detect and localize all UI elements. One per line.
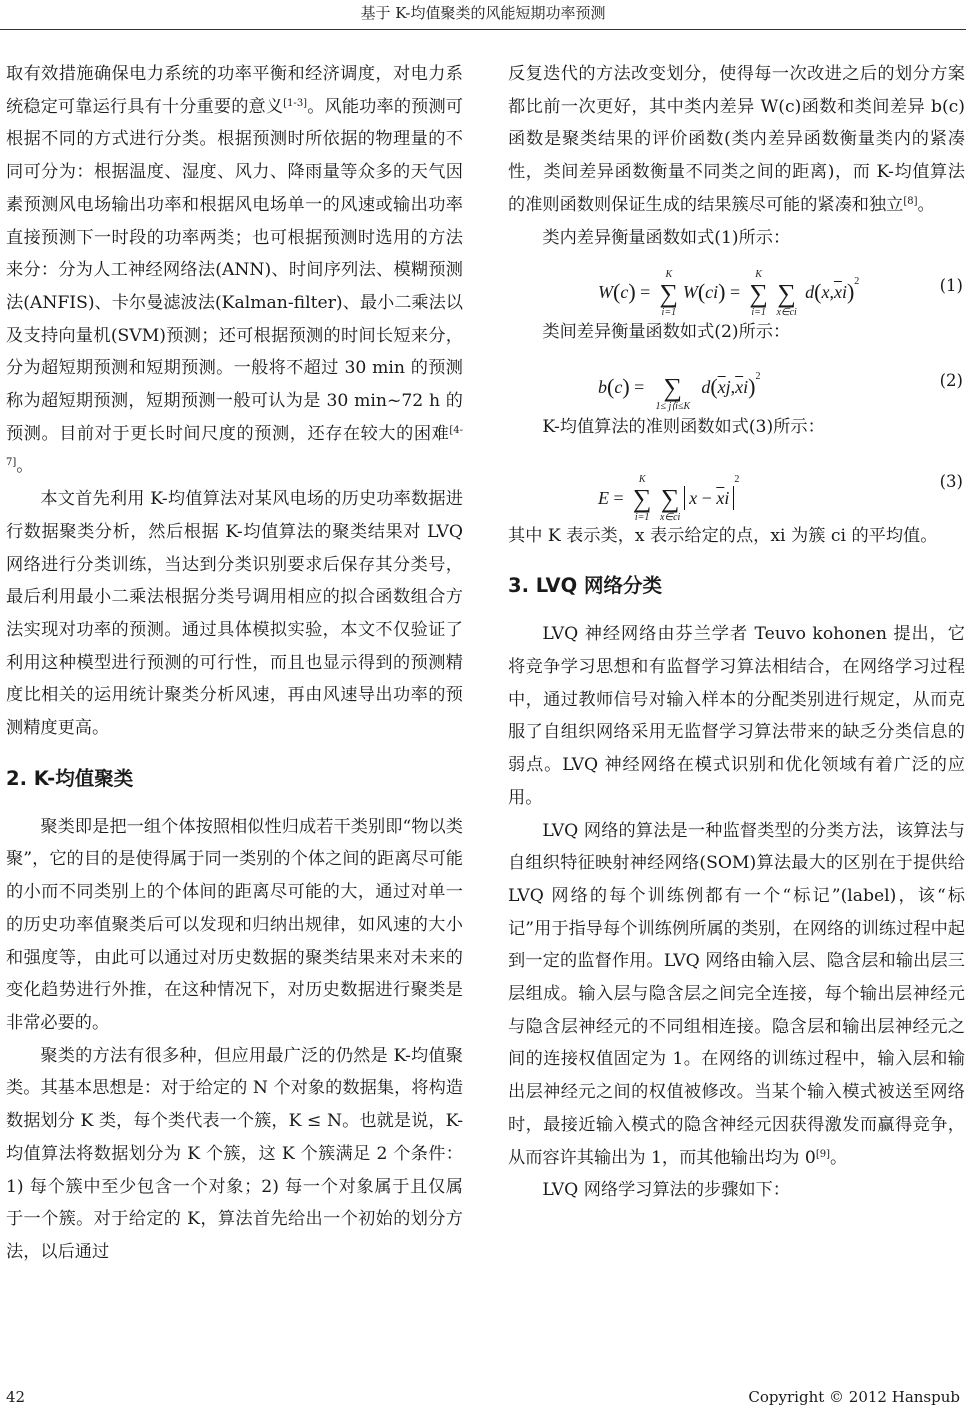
section-heading-lvq: 3. LVQ 网络分类 bbox=[508, 574, 662, 598]
equation-3-number: (3) bbox=[939, 471, 963, 491]
text: 反复迭代的方法改变划分，使得每一次改进之后的划分方案都比前一次更好，其中类内差异 W(c)函数和类间差异 b(c)函数是聚类结果的评价函数(类内差异函数衡量类内的紧凑性，类间差异函数衡量不同类之间的距离)，而 K-均值算法的准则函数则保证生成的结果簇尽可能的紧凑和独立 bbox=[508, 64, 965, 215]
paragraph-lvq-intro: LVQ 神经网络由芬兰学者 Teuvo kohonen 提出，它将竞争学习思想和有监督学习算法相结合，在网络学习过程中，通过教师信号对输入样本的分配类别进行规定，从而克服了自组织网络采用无监督学习算法带来的缺乏分类信息的弱点。LVQ 神经网络在模式识别和优化领域有着广泛的应用。 bbox=[508, 624, 965, 808]
copyright-notice: Copyright © 2012 Hanspub bbox=[748, 1388, 960, 1406]
citation: [1-3] bbox=[283, 97, 308, 109]
paragraph-method-overview: 本文首先利用 K-均值算法对某风电场的历史功率数据进行数据聚类分析，然后根据 K-均值算法的聚类结果对 LVQ 网络进行分类训练，当达到分类识别要求后保存其分类号，最后利用最小二乘法根据分类号调用相应的拟合函数组合方法实现对功率的预测。通过具体模拟实验，本文不仅验证了利用这种模型进行预测的可行性，而且也显示得到的预测精度比相关的运用统计聚类分析风速，再由风速导出功率的预测精度更高。 bbox=[6, 489, 463, 739]
paragraph-lvq-algorithm bbox=[508, 815, 965, 1175]
citation: [9] bbox=[815, 1148, 830, 1160]
equation-1-intro: 类内差异衡量函数如式(1)所示： bbox=[542, 227, 791, 248]
paragraph-iteration bbox=[508, 58, 965, 222]
equation-2-formula: b(c) = ∑ 1≤ j⟨i≤K $d(\overline{x}j,\overline{x}i)^2$ bbox=[598, 370, 761, 413]
left-column bbox=[6, 58, 463, 1269]
text: 。 bbox=[16, 456, 34, 477]
right-column bbox=[508, 58, 965, 1207]
text: 。 bbox=[917, 194, 935, 215]
text: 取有效措施确保电力系统的功率平衡和经济调度，对电力系统稳定可靠运行具有十分重要的意义 bbox=[6, 64, 463, 117]
header-rule bbox=[0, 29, 966, 30]
paragraph-clustering-definition: 聚类即是把一组个体按照相似性归成若干类别即“物以类聚”，它的目的是使得属于同一类别的个体之间的距离尽可能的小而不同类别上的个体间的距离尽可能的大，通过对单一的历史功率值聚类后可以发现和归纳出规律，如风速的大小和强度等，由此可以通过对历史数据的聚类结果来对未来的变化趋势进行外推，在这种情况下，对历史数据进行聚类是非常必要的。 bbox=[6, 816, 463, 1033]
equation-3-intro: K-均值算法的准则函数如式(3)所示： bbox=[542, 416, 825, 437]
paragraph-lvq-steps: LVQ 网络学习算法的步骤如下： bbox=[542, 1180, 790, 1201]
equation-3-formula: E = K ∑ i=1 ∑ x∈ci $x - \overline{x}i^2$ bbox=[598, 473, 740, 524]
page-number: 42 bbox=[6, 1388, 26, 1406]
text: 。 bbox=[829, 1147, 848, 1168]
text: LVQ 网络的算法是一种监督类型的分类方法，该算法与自组织特征映射神经网络(SOM)算法最大的区别在于提供给 LVQ 网络的每个训练例都有一个“标记”(label)，该“标记”用于指导每个训练例所属的类别，在网络的训练过程中起到一定的监督作用。LVQ 网络由输入层、隐含层和输出层三层组成。输入层与隐含层之间完全连接，每个输出层神经元与隐含层神经元的不同组相连接。隐含层和输出层神经元之间的连接权值固定为 1。在网络的训练过程中，输入层和输出层神经元之间的权值被修改。当某个输入模式被送至网络时，最接近输入模式的隐含神经元因获得激发而赢得竞争，从而容许其输出为 1，而其他输出均为 0 bbox=[508, 820, 965, 1168]
equation-1 bbox=[508, 256, 965, 318]
equation-2-intro: 类间差异衡量函数如式(2)所示： bbox=[542, 322, 791, 343]
paragraph-kmeans-idea: 聚类的方法有很多种，但应用最广泛的仍然是 K-均值聚类。其基本思想是：对于给定的 N 个对象的数据集，将构造数据划分 K 类，每个类代表一个簇，K ≤ N。也就是说，K-均值算法将数据划分为 K 个簇，这 K 个簇满足 2 个条件：1) 每个簇中至少包含一个对象；2) 每一个对象属于且仅属于一个簇。对于给定的 K，算法首先给出一个初始的划分方法，以后通过 bbox=[6, 1045, 463, 1262]
citation: [8] bbox=[903, 195, 918, 207]
equation-1-formula: W(c) = K ∑ i=1 W(ci) = K ∑ i=1 ∑ x∈ci $d(x,\overline{x}i)^2$ bbox=[598, 268, 860, 318]
equation-1-number: (1) bbox=[939, 276, 963, 296]
equation-2 bbox=[508, 351, 965, 413]
section-heading-kmeans: 2. K-均值聚类 bbox=[6, 766, 134, 790]
running-head: 基于 K-均值聚类的风能短期功率预测 bbox=[360, 4, 606, 22]
paragraph-intro-continued bbox=[6, 58, 463, 483]
equation-2-number: (2) bbox=[939, 370, 963, 390]
equation-3 bbox=[508, 446, 965, 524]
text: 。风能功率的预测可根据不同的方式进行分类。根据预测时所依据的物理量的不同可分为：根据温度、湿度、风力、降雨量等众多的天气因素预测风电场输出功率和根据风电场单一的风速或输出功率直接预测下一时段的功率两类；也可根据预测时选用的方法来分：分为人工神经网络法(ANN)、时间序列法、模糊预测法(ANFIS)、卡尔曼滤波法(Kalman-filter)、最小二乘法以及支持向量机(SVM)预测；还可根据预测的时间长短来分，分为超短期预测和短期预测。一般将不超过 30 min 的预测称为超短期预测，短期预测一般可认为是 30 min~72 h 的预测。目前对于更长时间尺度的预测，还存在较大的困难 bbox=[6, 96, 463, 444]
paragraph-symbol-definitions: 其中 K 表示类，x 表示给定的点，xi 为簇 ci 的平均值。 bbox=[508, 525, 938, 546]
citation: [4-7] bbox=[6, 424, 463, 469]
